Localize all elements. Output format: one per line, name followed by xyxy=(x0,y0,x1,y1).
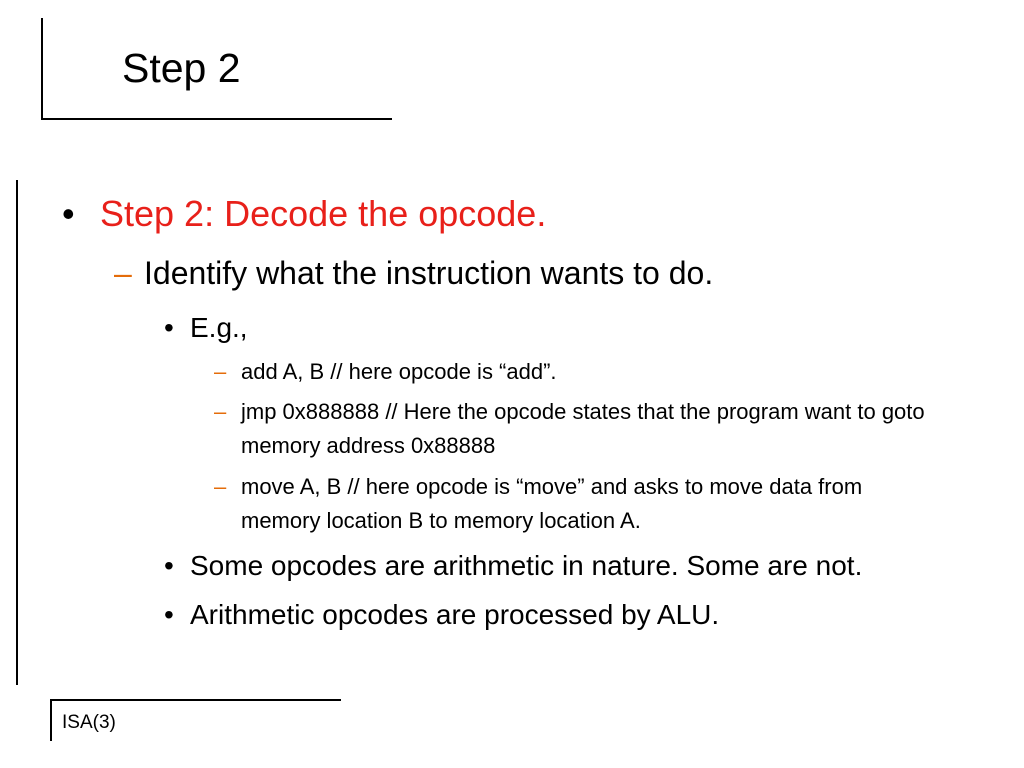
footer-frame-vertical-line xyxy=(50,699,52,741)
footer-frame-horizontal-line xyxy=(50,699,341,701)
dash-marker: – xyxy=(214,474,227,499)
note-bullet-text: Arithmetic opcodes are processed by ALU. xyxy=(190,599,720,630)
slide-title: Step 2 xyxy=(122,45,241,91)
title-frame-horizontal-line xyxy=(41,118,392,120)
example-intro-text: E.g., xyxy=(190,312,248,343)
bullet-marker: • xyxy=(164,312,174,343)
dash-marker: – xyxy=(214,359,227,384)
main-bullet-text: Step 2: Decode the opcode. xyxy=(100,193,547,234)
example-item-text: move A, B // here opcode is “move” and asks to move data from memory location B to memory location A. xyxy=(241,474,863,533)
dash-marker: – xyxy=(214,399,227,424)
sub-bullet-text: Identify what the instruction wants to do. xyxy=(144,255,714,291)
example-item-text: add A, B // here opcode is “add”. xyxy=(241,359,557,384)
bullet-marker: • xyxy=(164,599,174,630)
footer-label: ISA(3) xyxy=(62,712,116,733)
bullet-marker: • xyxy=(62,193,75,234)
title-frame-vertical-line xyxy=(41,18,43,119)
example-item-text: jmp 0x888888 // Here the opcode states that the program want to goto memory address 0x88888 xyxy=(241,399,925,458)
content-frame-vertical-line xyxy=(16,180,18,685)
note-bullet-text: Some opcodes are arithmetic in nature. Some are not. xyxy=(190,550,863,581)
dash-marker: – xyxy=(114,255,132,291)
bullet-marker: • xyxy=(164,550,174,581)
